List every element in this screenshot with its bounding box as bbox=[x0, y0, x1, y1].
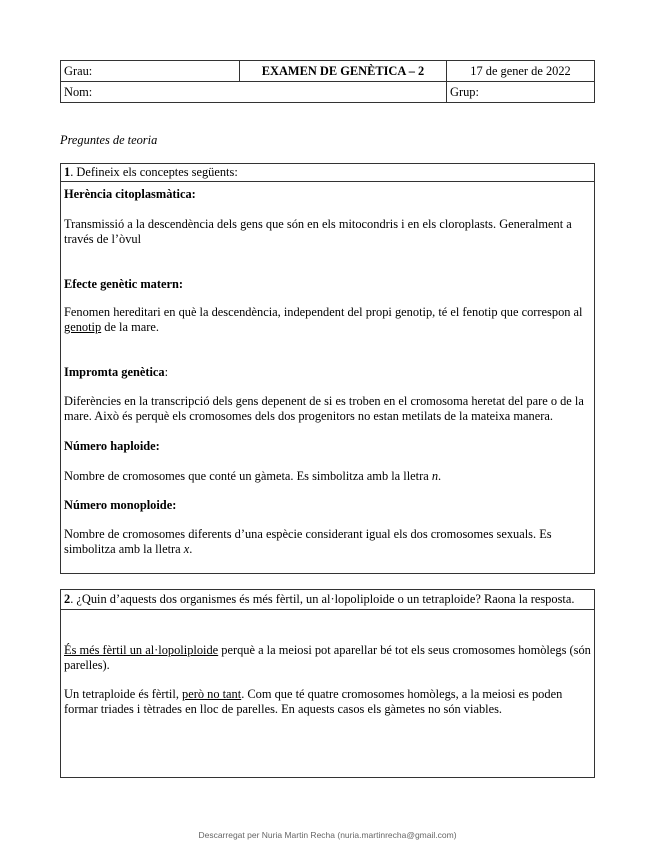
symbol-x: x bbox=[183, 542, 190, 556]
grau-label: Grau: bbox=[64, 63, 93, 78]
concept-definition-5: Nombre de cromosomes diferents d’una espècie considerant igual els dos cromosomes sexuals. Es simbolitza amb la lletra x. bbox=[64, 527, 552, 556]
underlined-genotip: genotip bbox=[64, 320, 102, 334]
question-1-box bbox=[60, 163, 595, 574]
exam-title: EXAMEN DE GENÈTICA – 2 bbox=[240, 61, 447, 82]
grup-label: Grup: bbox=[450, 84, 479, 99]
section-title: Preguntes de teoria bbox=[60, 133, 158, 147]
question-1-prompt: . Defineix els conceptes següents: bbox=[70, 165, 238, 179]
concept-definition-4: Nombre de cromosomes que conté un gàmeta. Es simbolitza amb la lletra n. bbox=[64, 469, 442, 483]
concept-term-3: Impromta genètica: bbox=[64, 365, 169, 379]
concept-term-2: Efecte genètic matern: bbox=[64, 277, 184, 291]
nom-field bbox=[61, 82, 447, 103]
underlined-pero-no-tant: però no tant bbox=[182, 687, 242, 701]
underlined-answer: És més fèrtil un al·lopoliploide bbox=[64, 643, 219, 657]
question-1-title bbox=[61, 164, 594, 182]
nom-label: Nom: bbox=[64, 84, 93, 99]
question-2-answer-paragraph-1: És més fèrtil un al·lopoliploide perquè a la meiosi pot aparellar bé tot els seus cromosomes homòlegs (són parelles). bbox=[64, 643, 591, 672]
download-footer: Descarregat per Nuria Martin Recha (nuria.martinrecha@gmail.com) bbox=[198, 830, 457, 840]
grup-field bbox=[447, 82, 595, 103]
exam-date: 17 de gener de 2022 bbox=[447, 61, 595, 82]
concept-definition-3: Diferències en la transcripció dels gens depenent de si es troben en el cromosoma heretat del pare o de la mare. Això és perquè els cromosomes dels dos progenitors no estan metilats de la mateixa manera. bbox=[64, 394, 584, 423]
grau-field bbox=[61, 61, 240, 82]
concept-definition-1: Transmissió a la descendència dels gens que són en els mitocondris i en els cloroplasts. Generalment a través de l’òvul bbox=[64, 217, 572, 246]
question-2-number: 2 bbox=[64, 592, 71, 606]
question-1-number: 1 bbox=[64, 165, 71, 179]
exam-header-table bbox=[60, 60, 595, 103]
question-2-box bbox=[60, 589, 595, 778]
concept-term-1: Herència citoplasmàtica: bbox=[64, 187, 196, 201]
symbol-n: n bbox=[431, 469, 439, 483]
question-2-prompt: . ¿Quin d’aquests dos organismes és més fèrtil, un al·lopoliploide o un tetraploide? Raona la resposta. bbox=[70, 592, 575, 606]
concept-term-5: Número monoploide: bbox=[64, 498, 177, 512]
concept-term-4: Número haploide: bbox=[64, 439, 160, 453]
concept-definition-2: Fenomen hereditari en què la descendència, independent del propi genotip, té el fenotip que correspon al genotip de la mare. bbox=[64, 305, 583, 334]
question-2-answer-paragraph-2: Un tetraploide és fèrtil, però no tant. Com que té quatre cromosomes homòlegs, a la meiosi es poden formar triades i tètrades en lloc de parelles. En aquests casos els gàmetes no són viables. bbox=[64, 687, 563, 716]
question-2-title bbox=[61, 590, 594, 610]
